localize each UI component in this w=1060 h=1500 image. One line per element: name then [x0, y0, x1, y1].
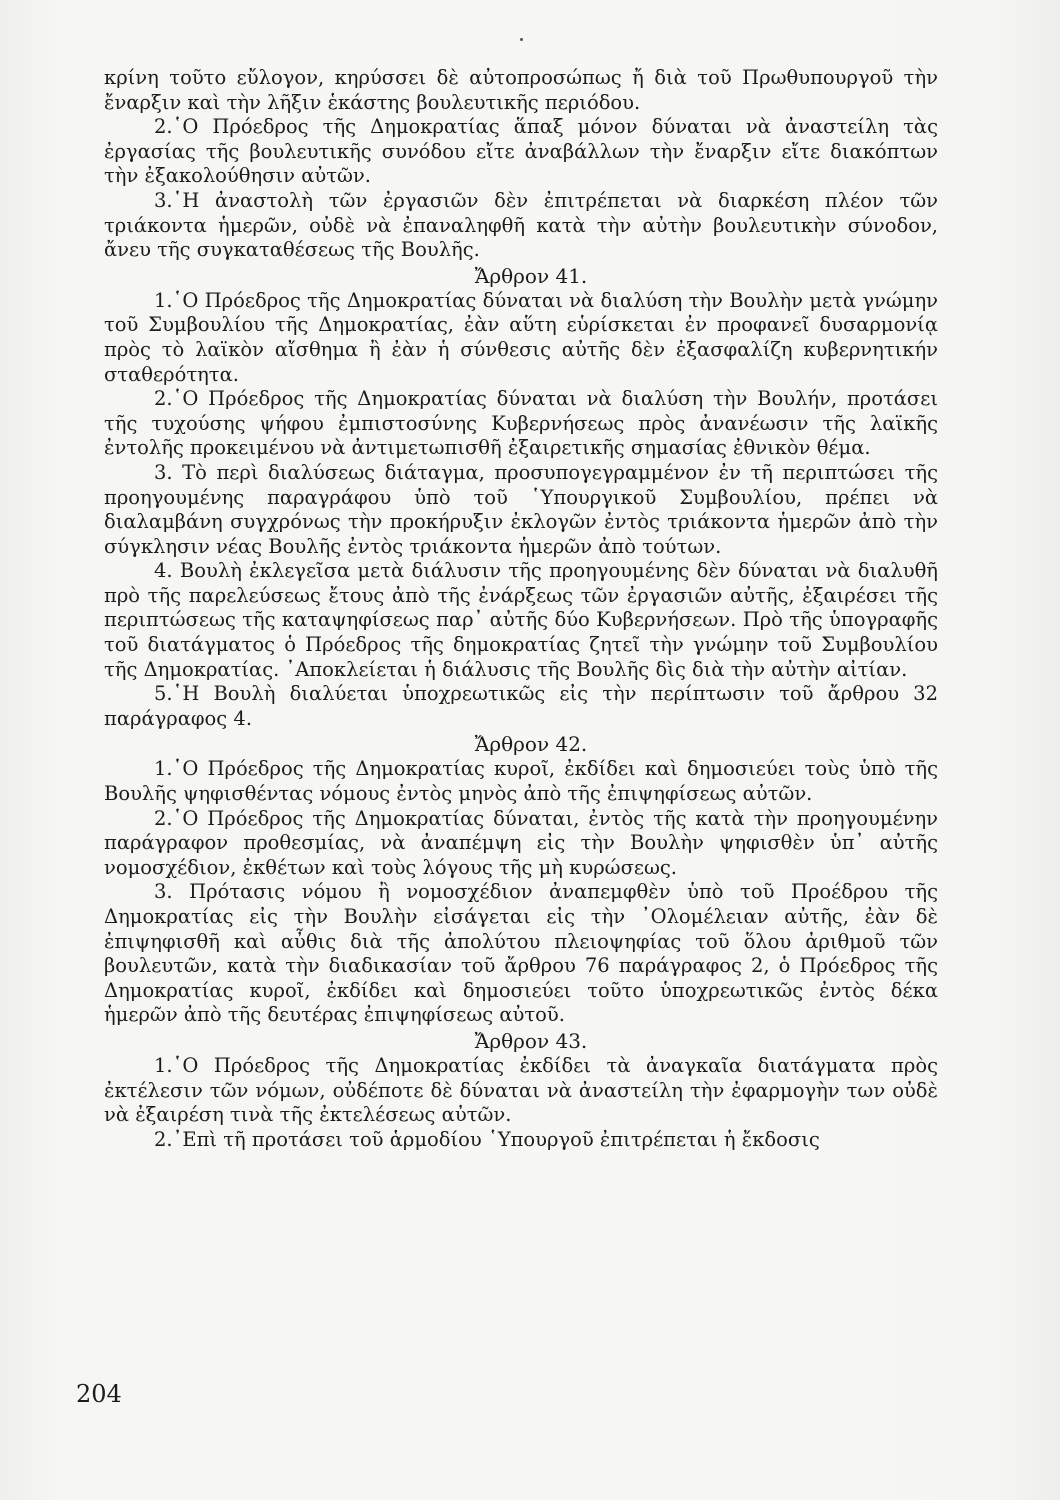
article-41-paragraph-2: 2.῾Ο Πρόεδρος τῆς Δημοκρατίας δύναται νὰ διαλύση τὴν Βουλήν, προτάσει τῆς τυχούσης ψήφου ἐμπιστοσύνης Κυβερνήσεως πρὸς ἀνανέωσιν τῆς λαϊκῆς ἐντολῆς προκειμένου νὰ ἀντιμετωπισθῆ ἐξαιρετικῆς σημασίας ἐθνικὸν θέμα. [104, 387, 938, 460]
article-41-paragraph-5: 5.῾Η Βουλὴ διαλύεται ὑποχρεωτικῶς εἰς τὴν περίπτωσιν τοῦ ἄρθρου 32 παράγραφος 4. [104, 682, 938, 730]
article-41-paragraph-4: 4. Βουλὴ ἐκλεγεῖσα μετὰ διάλυσιν τῆς προηγουμένης δὲν δύναται νὰ διαλυθῆ πρὸ τῆς παρελεύσεως ἔτους ἀπὸ τῆς ἐνάρξεως τῶν ἐργασιῶν αὐτῆς, ἐξαιρέσει τῆς περιπτώσεως τῆς καταψηφίσεως παρ᾽ αὐτῆς δύο Κυβερνήσεων. Πρὸ τῆς ὑπογραφῆς τοῦ διατάγματος ὁ Πρόεδρος τῆς δημοκρατίας ζητεῖ τὴν γνώμην τοῦ Συμβουλίου τῆς Δημοκρατίας. ᾽Αποκλείεται ἡ διάλυσις τῆς Βουλῆς δὶς διὰ τὴν αὐτὴν αἰτίαν. [104, 559, 938, 681]
page-number: 204 [76, 1380, 122, 1408]
article-42-paragraph-1: 1.῾Ο Πρόεδρος τῆς Δημοκρατίας κυροῖ, ἐκδίδει καὶ δημοσιεύει τοὺς ὑπὸ τῆς Βουλῆς ψηφισθέντας νόμους ἐντὸς μηνὸς ἀπὸ τῆς ἐπιψηφίσεως αὐτῶν. [104, 757, 938, 806]
article-41-heading: Ἄρθρον 41. [474, 263, 588, 288]
article-41-paragraph-3: 3. Τὸ περὶ διαλύσεως διάταγμα, προσυπογεγραμμένον ἐν τῆ περιπτώσει τῆς προηγουμένης παραγράφου ὑπὸ τοῦ ῾Υπουργικοῦ Συμβουλίου, πρέπει νὰ διαλαμβάνη συγχρόνως τὴν προκήρυξιν ἐκλογῶν ἐντὸς τριάκοντα ἡμερῶν ἀπὸ τὴν σύγκλησιν νέας Βουλῆς ἐντὸς τριάκοντα ἡμερῶν ἀπὸ τούτων. [104, 460, 938, 558]
intro-continuation: κρίνη τοῦτο εὔλογον, κηρύσσει δὲ αὐτοπροσώπως ἤ διὰ τοῦ Πρωθυπουργοῦ τὴν ἔναρξιν καὶ τὴν λῆξιν ἑκάστης βουλευτικῆς περιόδου. [104, 66, 938, 114]
article-42-paragraph-3: 3. Πρότασις νόμου ἢ νομοσχέδιον ἀναπεμφθὲν ὑπὸ τοῦ Προέδρου τῆς Δημοκρατίας εἰς τὴν Βουλὴν εἰσάγεται εἰς τὴν ᾽Ολομέλειαν αὐτῆς, ἐὰν δὲ ἐπιψηφισθῆ καὶ αὖθις διὰ τῆς ἀπολύτου πλειοψηφίας τοῦ ὅλου ἀριθμοῦ τῶν βουλευτῶν, κατὰ τὴν διαδικασίαν τοῦ ἄρθρου 76 παράγραφος 2, ὁ Πρόεδρος τῆς Δημοκρατίας κυροῖ, ἐκδίδει καὶ δημοσιεύει τοῦτο ὑποχρεωτικῶς ἐντὸς δέκα ἡμερῶν ἀπὸ τῆς δευτέρας ἐπιψηφίσεως αὐτοῦ. [104, 880, 938, 1027]
article-43-paragraph-1: 1.῾Ο Πρόεδρος τῆς Δημοκρατίας ἐκδίδει τὰ ἀναγκαῖα διατάγματα πρὸς ἐκτέλεσιν τῶν νόμων, οὐδέποτε δὲ δύναται νὰ ἀναστείλη τὴν ἐφαρμογὴν των οὐδὲ νὰ ἐξαιρέση τινὰ τῆς ἐκτελέσεως αὐτῶν. [104, 1053, 938, 1127]
intro-paragraph-3: 3.῾Η ἀναστολὴ τῶν ἐργασιῶν δὲν ἐπιτρέπεται νὰ διαρκέση πλέον τῶν τριάκοντα ἡμερῶν, οὐδὲ νὰ ἐπαναληφθῆ κατὰ τὴν αὐτὴν βουλευτικὴν σύνοδον, ἄνευ τῆς συγκαταθέσεως τῆς Βουλῆς. [104, 188, 938, 262]
article-43-heading: Ἄρθρον 43. [474, 1028, 588, 1053]
intro-paragraph-2: 2.῾Ο Πρόεδρος τῆς Δημοκρατίας ἅπαξ μόνον δύναται νὰ ἀναστείλη τὰς ἐργασίας τῆς βουλευτικῆς συνόδου εἴτε ἀναβάλλων τὴν ἔναρξιν εἴτε διακόπτων τὴν ἐξακολούθησιν αὐτῶν. [104, 115, 938, 188]
article-43-paragraph-2: 2.᾽Επὶ τῆ προτάσει τοῦ ἁρμοδίου ῾Υπουργοῦ ἐπιτρέπεται ἡ ἔκδοσις [154, 1127, 820, 1151]
print-speck [520, 38, 523, 41]
article-41-paragraph-1: 1.῾Ο Πρόεδρος τῆς Δημοκρατίας δύναται νὰ διαλύση τὴν Βουλὴν μετὰ γνώμην τοῦ Συμβουλίου τῆς Δημοκρατίας, ἐὰν αὕτη εὑρίσκεται ἐν προφανεῖ δυσαρμονίᾳ πρὸς τὸ λαϊκὸν αἴσθημα ἢ ἐὰν ἡ σύνθεσις αὐτῆς δὲν ἐξασφαλίζη κυβερνητικήν σταθερότητα. [104, 288, 938, 386]
article-42-heading: Ἄρθρον 42. [474, 732, 588, 757]
article-42-paragraph-2: 2.῾Ο Πρόεδρος τῆς Δημοκρατίας δύναται, ἐντὸς τῆς κατὰ τὴν προηγουμένην παράγραφον προθεσμίας, νὰ ἀναπέμψη εἰς τὴν Βουλὴν ψηφισθὲν ὑπ᾽ αὐτῆς νομοσχέδιον, ἐκθέτων καὶ τοὺς λόγους τῆς μὴ κυρώσεως. [104, 806, 938, 879]
page-text [104, 66, 938, 1152]
